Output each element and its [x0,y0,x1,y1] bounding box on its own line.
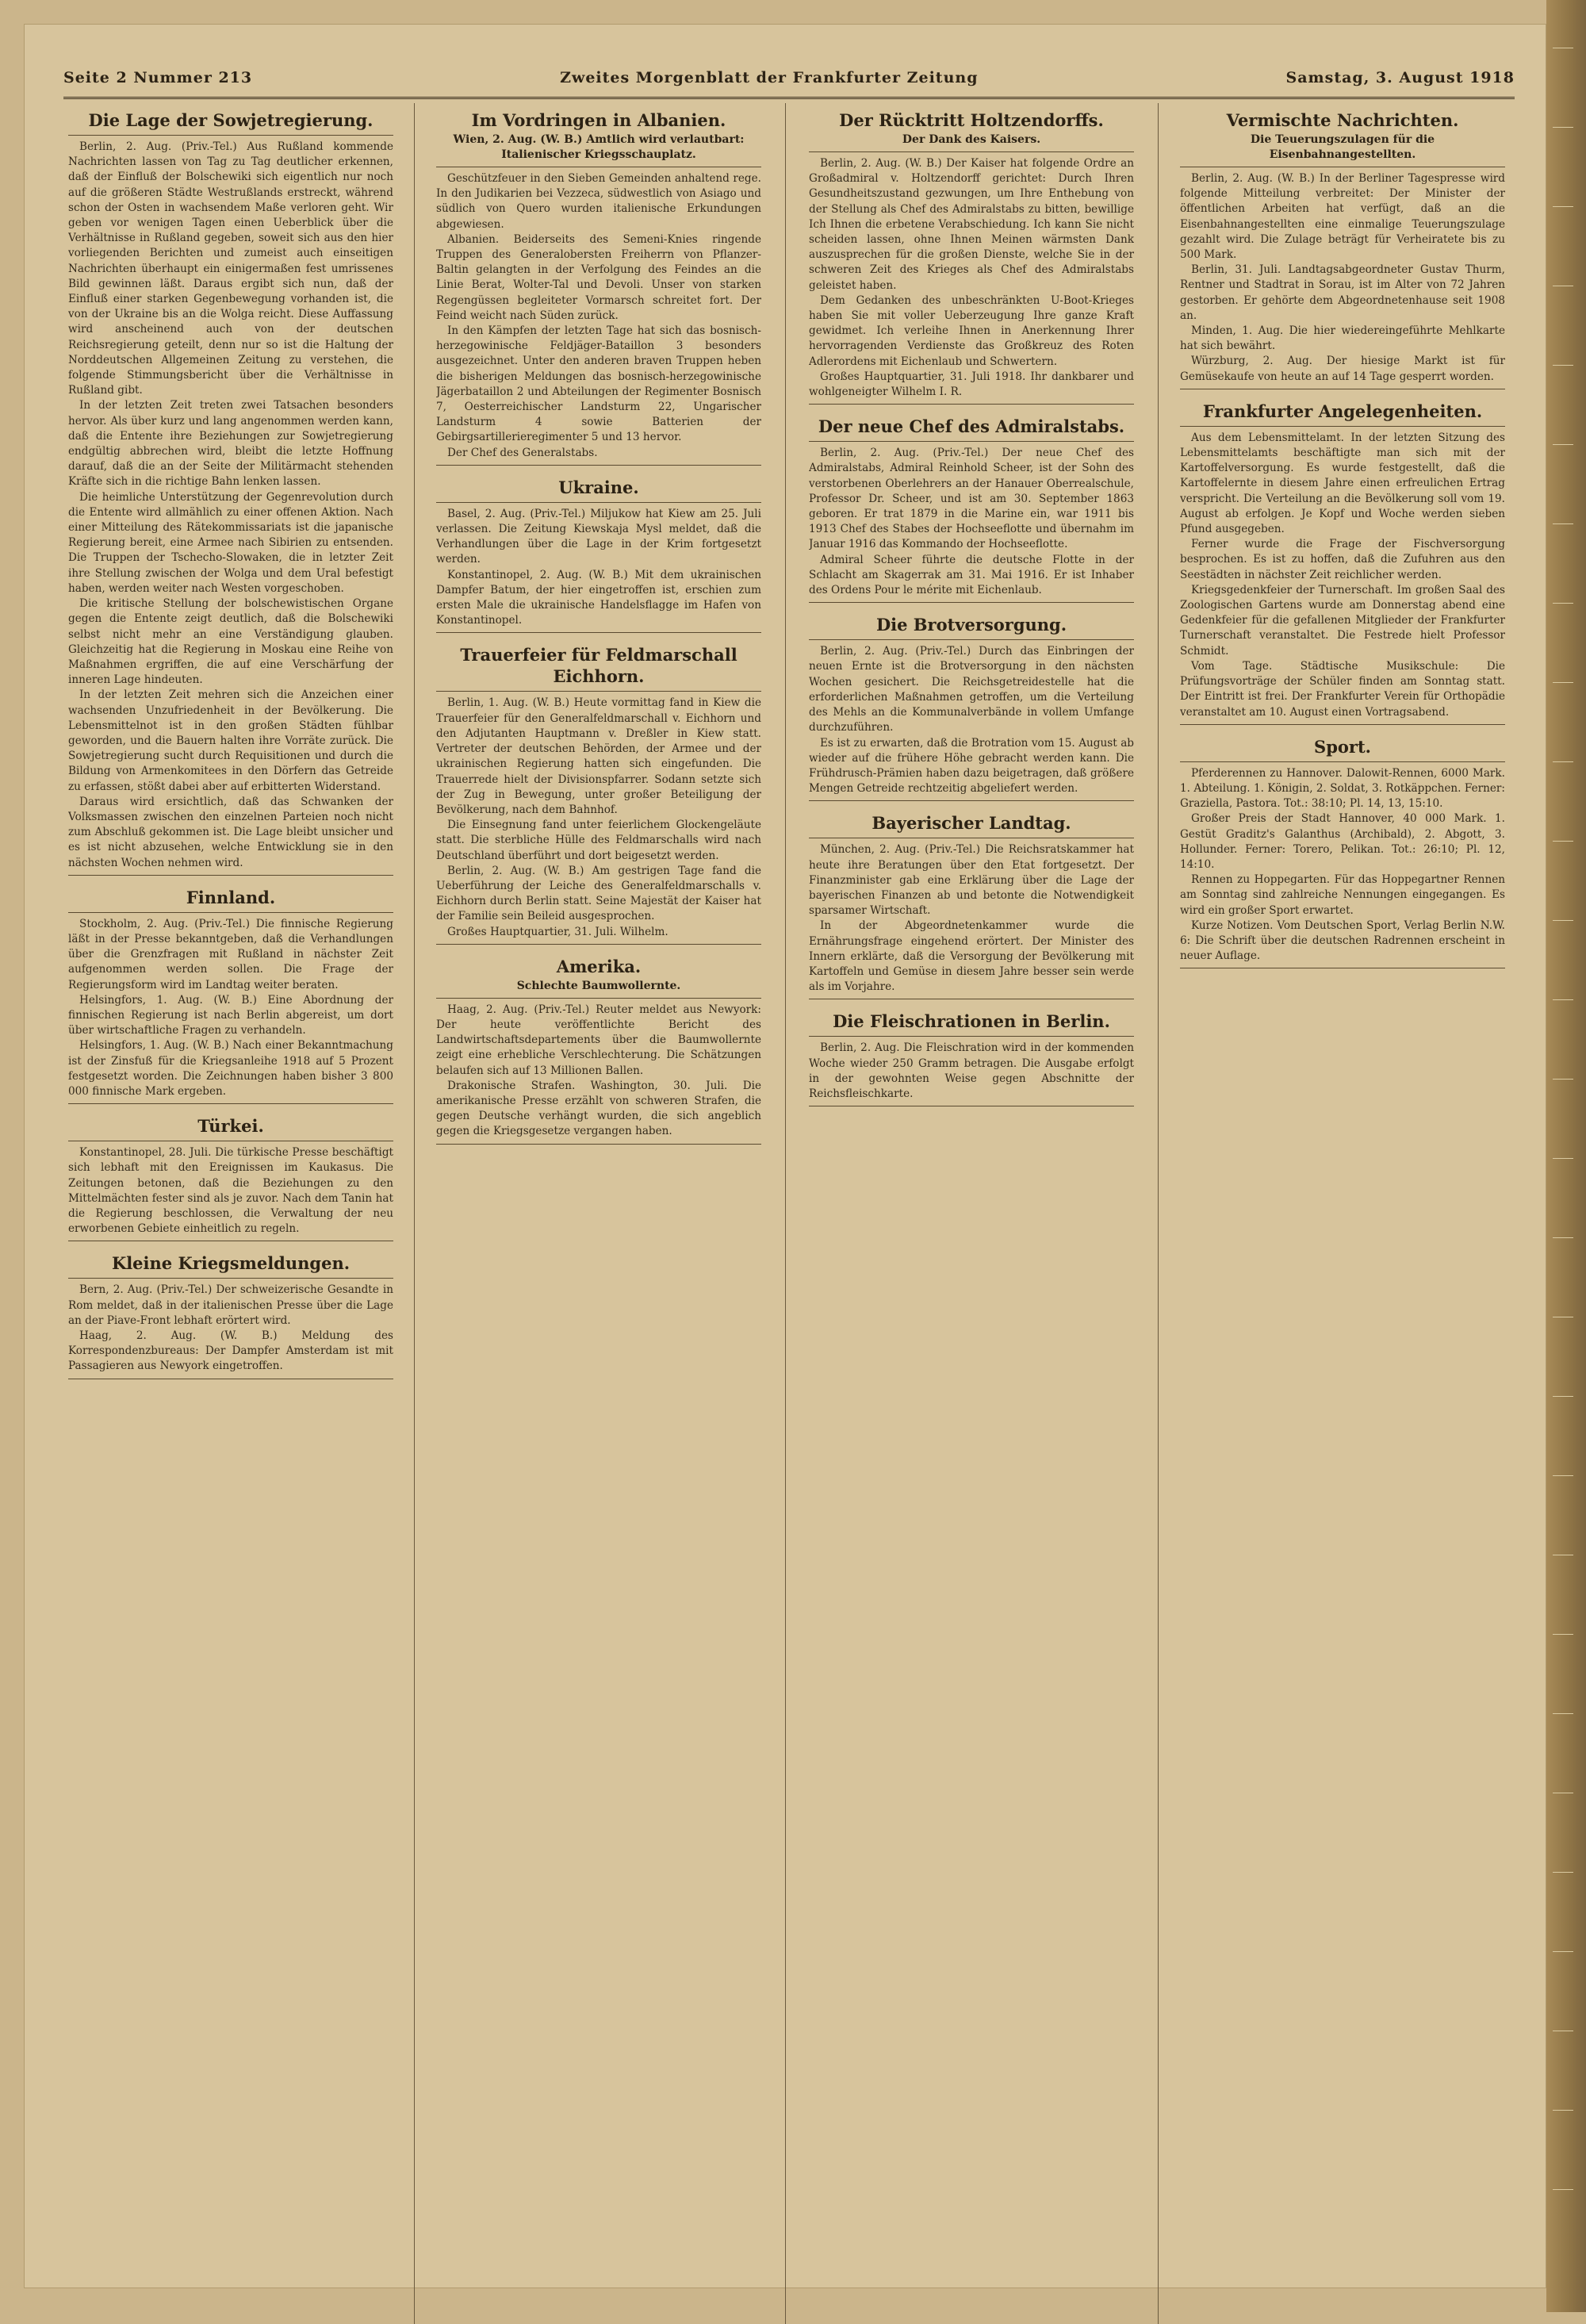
binding-tick [1553,127,1573,128]
headline-rule [436,998,761,999]
article-headline: Frankfurter Angelegenheiten. [1202,401,1483,421]
article-subheadline: Die Teuerungszulagen für die Eisenbahnangestellten. [1250,133,1435,161]
article-paragraph: Der Chef des Generalstabs. [447,446,598,459]
article [436,477,761,634]
column-2 [436,106,761,2319]
article-paragraph: Vom Tage. Städtische Musikschule: Die Prüfungsvorträge der Schüler finden am Sonntag statt. Der Eintritt ist frei. Der Frankfurter Verein für Orthopädie veranstaltet am 10. August einen Vortragsabend. [1180,659,1505,719]
article-end-rule [436,1144,761,1145]
article-end-rule [436,944,761,945]
article-headline: Der neue Chef des Admiralstabs. [818,416,1125,437]
article-paragraph: Berlin, 2. Aug. (Priv.-Tel.) Durch das Einbringen der neuen Ernte ist die Brotversorgung in den nächsten Wochen gesichert. Die Reichsgetreidestelle hat die erforderlichen Maßnahmen getroffen, um die Verteilung des Mehls an die Kommunalverbände in vollem Umfange durchzuführen. [809,645,1134,734]
binding-tick [1553,603,1573,604]
article-paragraph: Berlin, 2. Aug. (W. B.) Der Kaiser hat folgende Ordre an Großadmiral v. Holtzendorff gerichtet: Durch Ihren Gesundheitszustand gezwungen, um Ihre Enthebung von der Stellung als Chef des Admiralstabs zu bitten, bewillige Ich Ihnen die erbetene Verabschiedung. Ich kann Sie nicht scheiden lassen, ohne Ihnen Meinen wärmsten Dank auszusprechen für die großen Dienste, welche Sie in der schweren Zeit des Krieges als Chef des Admiralstabs geleistet haben. [809,157,1134,292]
article-paragraph: Albanien. Beiderseits des Semeni-Knies ringende Truppen des Generalobersten Freiherrn von Pflanzer-Baltin gelangten in der Verfolgung des Feindes an die Linie Berat, Wolter-Tal und Devoli. Unser von starken Regengüssen begleiteter Vormarsch schreitet fort. Der Feind weicht nach Süden zurück. [436,232,761,322]
article-paragraph: Kriegsgedenkfeier der Turnerschaft. Im großen Saal des Zoologischen Gartens wurde am Donnerstag abend eine Gedenkfeier für die gefallenen Mitglieder der Frankfurter Turnerschaft veranstaltet. Die Festrede hielt Professor Schmidt. [1180,583,1505,658]
article-paragraph: Pferderennen zu Hannover. Dalowit-Rennen, 6000 Mark. 1. Abteilung. 1. Königin, 2. Soldat, 3. Rotkäppchen. Ferner: Graziella, Pastora. Tot.: 38:10; Pl. 14, 13, 15:10. [1180,766,1505,811]
binding-tick [1553,2110,1573,2111]
binding-tick [1553,206,1573,207]
headline-rule [1180,426,1505,427]
article-paragraph: In der letzten Zeit mehren sich die Anzeichen einer wachsenden Unzufriedenheit in der Bevölkerung. Die Lebensmittelnot ist in den großen Städten fühlbar geworden, und die Bauern halten ihre Vorräte zurück. Die Sowjetregierung sucht durch Requisitionen und durch die Bildung von Armenkomitees in den Dörfern das Getreide zu erfassen, stößt dabei aber auf erbitterten Widerstand. [68,688,393,793]
binding-tick [1553,1951,1573,1952]
article-paragraph: Admiral Scheer führte die deutsche Flotte in der Schlacht am Skagerrak am 31. Mai 1916. Er ist Inhaber des Ordens Pour le mérite mit Eichenlaub. [809,553,1134,597]
article-paragraph: Helsingfors, 1. Aug. (W. B.) Nach einer Bekanntmachung ist der Zinsfuß für die Kriegsanleihe 1918 auf 5 Prozent festgesetzt worden. Die Zeichnungen haben bisher 3 800 000 finnische Mark ergeben. [68,1039,393,1098]
article-paragraph: Ferner wurde die Frage der Fischversorgung besprochen. Es ist zu hoffen, daß die Zufuhren aus den Seestädten in nächster Zeit reichlicher werden. [1180,538,1505,581]
article-paragraph: Es ist zu erwarten, daß die Brotration vom 15. August ab wieder auf die frühere Höhe gebracht werden kann. Die Frühdrusch-Prämien haben dazu beigetragen, daß größere Mengen Getreide rechtzeitig abgeliefert werden. [809,736,1134,796]
article [809,614,1134,801]
header-rule [63,97,1515,99]
article-paragraph: Aus dem Lebensmittelamt. In der letzten Sitzung des Lebensmittelamts beschäftigte man sich mit der Kartoffelversorgung. Es wurde festgestellt, daß die Kartoffelernte in diesem Jahre einen erfreulichen Ertrag verspricht. Die Verteilung an die Bevölkerung soll vom 19. August ab erfolgen. Je Kopf und Woche werden sieben Pfund ausgegeben. [1180,431,1505,536]
column-4 [1180,106,1505,2319]
column-1 [68,106,393,2319]
article [809,812,1134,999]
article-paragraph: Berlin, 2. Aug. Die Fleischration wird in der kommenden Woche wieder 250 Gramm betragen. Die Ausgabe erfolgt in der gewohnten Weise gegen Abschnitte der Reichsfleischkarte. [809,1041,1134,1100]
binding-tick [1553,1634,1573,1635]
article-paragraph: Kurze Notizen. Vom Deutschen Sport, Verlag Berlin N.W. 6: Die Schrift über die deutschen Radrennen erscheint in neuer Auflage. [1180,918,1505,963]
article-headline: Vermischte Nachrichten. [1226,110,1459,130]
article-subheadline: Schlechte Baumwollernte. [516,979,681,992]
article-end-rule [436,465,761,466]
article-paragraph: Haag, 2. Aug. (W. B.) Meldung des Korrespondenzbureaus: Der Dampfer Amsterdam ist mit Passagieren aus Newyork eingetroffen. [68,1329,393,1373]
article-paragraph: Berlin, 1. Aug. (W. B.) Heute vormittag fand in Kiew die Trauerfeier für den Generalfeldmarschall v. Eichhorn und den Adjutanten Hauptmann v. Dreßler in Kiew statt. Vertreter der deutschen Behörden, der Armee und der ukrainischen Regierung hatten sich eingefunden. Die Trauerrede hielt der Divisionspfarrer. Sodann setzte sich der Zug in Bewegung, unter großer Beteiligung der Bevölkerung, nach dem Bahnhof. [436,696,761,816]
article-paragraph: Würzburg, 2. Aug. Der hiesige Markt ist für Gemüsekaufe von heute an auf 14 Tage gesperrt worden. [1180,355,1505,383]
article-end-rule [68,875,393,876]
article-paragraph: In den Kämpfen der letzten Tage hat sich das bosnisch-herzegowinische Feldjäger-Bataillon 3 besonders ausgezeichnet. Unter den anderen braven Truppen heben die bisherigen Meldungen das bosnisch-herzegowinische Jägerbataillon 2 und Abteilungen der Regimenter Bosnisch 7, Oesterreichischer Landsturm 22, Ungarischer Landsturm 4 sowie Batterien der Gebirgsartillerieregimenter 5 und 13 hervor. [436,324,761,444]
binding-tick [1553,682,1573,683]
article-paragraph: Berlin, 31. Juli. Landtagsabgeordneter Gustav Thurm, Rentner und Stadtrat in Sorau, ist im Alter von 72 Jahren gestorben. Er gehörte dem Abgeordnetenhause seit 1908 an. [1180,263,1505,322]
article-headline: Die Lage der Sowjetregierung. [88,110,374,130]
article-paragraph: Berlin, 2. Aug. (Priv.-Tel.) Aus Rußland kommende Nachrichten lassen von Tag zu Tag deutlicher erkennen, daß der Einfluß der Bolschewiki sich eigentlich nur noch auf die größeren Städte Westrußlands erstreckt, während schon der Osten in wachsendem Maße verloren geht. Wir geben vor wenigen Tagen einen Ueberblick über die Verhältnisse in Rußland gegeben, soweit sich aus den hier vorliegenden Berichten und zumeist auch einseitigen Nachrichten überhaupt ein einigermaßen fest umrissenes Bild gewinnen läßt. Daraus ergibt sich nun, daß der Einfluß einer starken Gegenbewegung vorhanden ist, die von der Ukraine bis an die Wolga reicht. Diese Auffassung wird anscheinend auch von der deutschen Reichsregierung geteilt, denn nur so ist die Haltung der Norddeutschen Allgemeinen Zeitung zu verstehen, die folgende Stimmungsbericht über die Verhältnisse in Rußland gibt. [68,140,393,397]
article-paragraph: Berlin, 2. Aug. (W. B.) In der Berliner Tagespresse wird folgende Mitteilung verbreitet: Der Minister der öffentlichen Arbeiten hat verfügt, daß an die Eisenbahnangestellten eine einmalige Teuerungszulage gezahlt wird. Die Zulage beträgt für Verheiratete bis zu 500 Mark. [1180,172,1505,262]
article-paragraph: In der letzten Zeit treten zwei Tatsachen besonders hervor. Als über kurz und lang angenommen werden kann, daß die Entente ihre Beziehungen zur Sowjetregierung endgültig abbrechen wird, bleibt die letzte Hoffnung darauf, daß die an der Seite der Militärmacht stehenden Kräfte sich in die richtige Bahn lenken lassen. [68,399,393,489]
article-paragraph: Großes Hauptquartier, 31. Juli 1918. Ihr dankbarer und wohlgeneigter Wilhelm I. R. [809,370,1134,399]
binding-tick [1553,444,1573,445]
article-headline: Kleine Kriegsmeldungen. [111,1253,351,1274]
article-paragraph: Minden, 1. Aug. Die hier wiedereingeführte Mehlkarte hat sich bewährt. [1180,324,1505,353]
binding-tick [1553,1396,1573,1397]
article [68,109,393,876]
article-subheadline: Der Dank des Kaisers. [902,133,1041,146]
article [436,644,761,944]
article-paragraph: Die heimliche Unterstützung der Gegenrevolution durch die Entente wird allmählich zu einer offenen Aktion. Nach einer Mitteilung des Rätekommissariats ist die japanische Regierung bereit, eine Armee nach Sibirien zu entsenden. Die Truppen der Tschecho-Slowaken, die in letzter Zeit ihre Stellung zwischen der Wolga und dem Ural befestigt haben, werden weiter nach Westen vorgeschoben. [68,490,393,595]
article [1180,401,1505,725]
article-headline: Trauerfeier für Feldmarschall Eichhorn. [460,645,737,687]
column-divider [414,103,415,2324]
article-paragraph: Berlin, 2. Aug. (Priv.-Tel.) Der neue Chef des Admiralstabs, Admiral Reinhold Scheer, ist der Sohn des verstorbenen Oberlehrers an der Hanauer Oberrealschule, Professor Dr. Scheer, und ist am 30. September 1863 geboren. Er trat 1879 in die Marine ein, war 1911 bis 1913 Chef des Stabes der Hochseeflotte und übernahm im Januar 1916 das Kommando der Hochseeflotte. [809,447,1134,551]
header-date: Samstag, 3. August 1918 [1285,69,1515,86]
article-end-rule [1180,724,1505,725]
article-paragraph: Rennen zu Hoppegarten. Für das Hoppegartner Rennen am Sonntag sind zahlreiche Nennungen eingegangen. Es wird ein großer Sport erwartet. [1180,873,1505,917]
headline-rule [809,1036,1134,1037]
article-end-rule [809,602,1134,603]
binding-tick [1553,1872,1573,1873]
binding-tick [1553,1079,1573,1080]
headline-rule [436,502,761,503]
article [1180,736,1505,969]
article-headline: Türkei. [197,1116,264,1137]
header-masthead: Zweites Morgenblatt der Frankfurter Zeitung [560,69,979,86]
article-end-rule [68,1103,393,1104]
column-3 [809,106,1134,2319]
article-headline: Im Vordringen in Albanien. [471,110,726,130]
article [68,1115,393,1241]
article-paragraph: Großer Preis der Stadt Hannover, 40 000 Mark. 1. Gestüt Graditz's Galanthus (Archibald), 2. Abgott, 3. Hollunder. Ferner: Torero, Pelikan. Tot.: 26:10; Pl. 12, 14:10. [1180,812,1505,871]
article-paragraph: Geschützfeuer in den Sieben Gemeinden anhaltend rege. In den Judikarien bei Vezzeca, südwestlich von Asiago und südlich von Quero wurden italienische Erkundungen abgewiesen. [436,172,761,231]
article-headline: Amerika. [556,956,642,976]
article [1180,109,1505,389]
article-end-rule [436,632,761,633]
article-headline: Die Brotversorgung. [875,615,1067,635]
article-paragraph: Großes Hauptquartier, 31. Juli. Wilhelm. [447,925,668,938]
article-headline: Bayerischer Landtag. [872,813,1071,834]
binding-tick [1553,1713,1573,1714]
article [68,1252,393,1379]
article-headline: Der Rücktritt Holtzendorffs. [839,110,1104,130]
headline-rule [809,151,1134,152]
newspaper-page [24,24,1546,2288]
headline-rule [809,441,1134,442]
article [809,1011,1134,1106]
column-divider [785,103,786,2324]
binding-strip [1546,0,1586,2312]
article-paragraph: München, 2. Aug. (Priv.-Tel.) Die Reichsratskammer hat heute ihre Beratungen über den Etat fortgesetzt. Der Finanzminister gab eine Erklärung über die Lage der bayerischen Finanzen ab und betonte die Notwendigkeit sparsamer Wirtschaft. [809,843,1134,918]
article-paragraph: Die kritische Stellung der bolschewistischen Organe gegen die Entente zeigt deutlich, daß die Bolschewiki selbst nicht mehr an eine Verständigung glauben. Gleichzeitig hat die Regierung in Moskau eine Reihe von Maßnahmen ergriffen, die auf eine Verschärfung der inneren Lage hindeuten. [68,597,393,687]
headline-rule [68,1278,393,1279]
article-paragraph: Die Einsegnung fand unter feierlichem Glockengeläute statt. Die sterbliche Hülle des Feldmarschalls wird nach Deutschland überführt und dort beigesetzt werden. [436,819,761,862]
article-headline: Finnland. [186,887,276,907]
article-subheadline: Wien, 2. Aug. (W. B.) Amtlich wird verlautbart: Italienischer Kriegsschauplatz. [453,133,745,161]
binding-tick [1553,761,1573,762]
binding-tick [1553,1237,1573,1238]
column-divider [1158,103,1159,2324]
article-end-rule [809,404,1134,405]
headline-rule [809,639,1134,640]
article [809,416,1134,603]
binding-tick [1553,920,1573,921]
article [436,109,761,466]
binding-tick [1553,523,1573,524]
article-paragraph: Basel, 2. Aug. (Priv.-Tel.) Miljukow hat Kiew am 25. Juli verlassen. Die Zeitung Kiewskaja Mysl meldet, daß die Verhandlungen über die Lage in der Krim fortgesetzt werden. [436,507,761,566]
article-paragraph: Helsingfors, 1. Aug. (W. B.) Eine Abordnung der finnischen Regierung ist nach Berlin abgereist, um dort über wirtschaftliche Fragen zu verhandeln. [68,993,393,1037]
binding-tick [1553,841,1573,842]
article [809,109,1134,405]
headline-rule [68,135,393,136]
article-paragraph: Berlin, 2. Aug. (W. B.) Am gestrigen Tage fand die Ueberführung der Leiche des Generalfeldmarschalls v. Eichhorn durch Berlin statt. Seine Majestät der Kaiser hat der Familie sein Beileid ausgesprochen. [436,864,761,923]
header-page-number: Seite 2 Nummer 213 [63,69,253,86]
article-paragraph: Stockholm, 2. Aug. (Priv.-Tel.) Die finnische Regierung läßt in der Presse bekanntgeben, daß die Verhandlungen über die Grenzfragen mit Rußland in nächster Zeit aufgenommen werden sollen. Die Frage der Regierungsform wird im Landtag weiter beraten. [68,917,393,991]
binding-tick [1553,1158,1573,1159]
binding-tick [1553,2189,1573,2190]
article-paragraph: Dem Gedanken des unbeschränkten U-Boot-Krieges haben Sie mit voller Ueberzeugung Ihre ganze Kraft gewidmet. Ich verleihe Ihnen in Anerkennung Ihrer hervorragenden Verdienste das Großkreuz des Roten Adlerordens mit Eichenlaub und Schwertern. [809,293,1134,368]
article-end-rule [809,800,1134,801]
binding-tick [1553,1475,1573,1476]
article-headline: Sport. [1314,736,1371,757]
article-paragraph: In der Abgeordnetenkammer wurde die Ernährungsfrage eingehend erörtert. Der Minister des Innern erklärte, daß die Versorgung der Bevölkerung mit Kartoffeln und Gemüse in diesem Jahre besser sein werde als im Vorjahre. [809,919,1134,994]
article-paragraph: Daraus wird ersichtlich, daß das Schwanken der Volksmassen zwischen den einzelnen Parteien noch nicht zum Abschluß gekommen ist. Die Lage bleibt unsicher und es ist nicht abzusehen, welche Entwicklung sie in den nächsten Wochen nehmen wird. [68,795,393,869]
article-paragraph: Bern, 2. Aug. (Priv.-Tel.) Der schweizerische Gesandte in Rom meldet, daß in der italienischen Presse über die Lage an der Piave-Front lebhaft erörtert wird. [68,1283,393,1327]
headline-rule [1180,761,1505,762]
article-paragraph: Haag, 2. Aug. (Priv.-Tel.) Reuter meldet aus Newyork: Der heute veröffentlichte Bericht des Landwirtschaftsdepartements über die Baumwollernte zeigt eine erhebliche Verschlechterung. Die Schätzungen belaufen sich auf 13 Millionen Ballen. [436,1003,761,1077]
article-paragraph: Drakonische Strafen. Washington, 30. Juli. Die amerikanische Presse erzählt von schweren Strafen, die gegen Deutsche verhängt wurden, die sich angeblich gegen die Kriegsgesetze vergangen haben. [436,1079,761,1138]
article-headline: Ukraine. [558,477,639,497]
article-headline: Die Fleischrationen in Berlin. [833,1011,1110,1032]
headline-rule [68,912,393,913]
page-header [63,63,1515,92]
article-paragraph: Konstantinopel, 2. Aug. (W. B.) Mit dem ukrainischen Dampfer Batum, der hier eingetroffen ist, erschien zum ersten Male die ukrainische Handelsflagge im Hafen von Konstantinopel. [436,568,761,627]
article-paragraph: Konstantinopel, 28. Juli. Die türkische Presse beschäftigt sich lebhaft mit den Ereignissen im Kaukasus. Die Zeitungen betonen, daß die Beziehungen zu den Mittelmächten fester sind als je zuvor. Nach dem Tanin hat die Regierung beschlossen, die Verwaltung der neu erworbenen Gebiete einheitlich zu regeln. [68,1146,393,1236]
binding-tick [1553,365,1573,366]
article [68,887,393,1104]
headline-rule [436,691,761,692]
binding-tick [1553,999,1573,1000]
article [436,956,761,1145]
